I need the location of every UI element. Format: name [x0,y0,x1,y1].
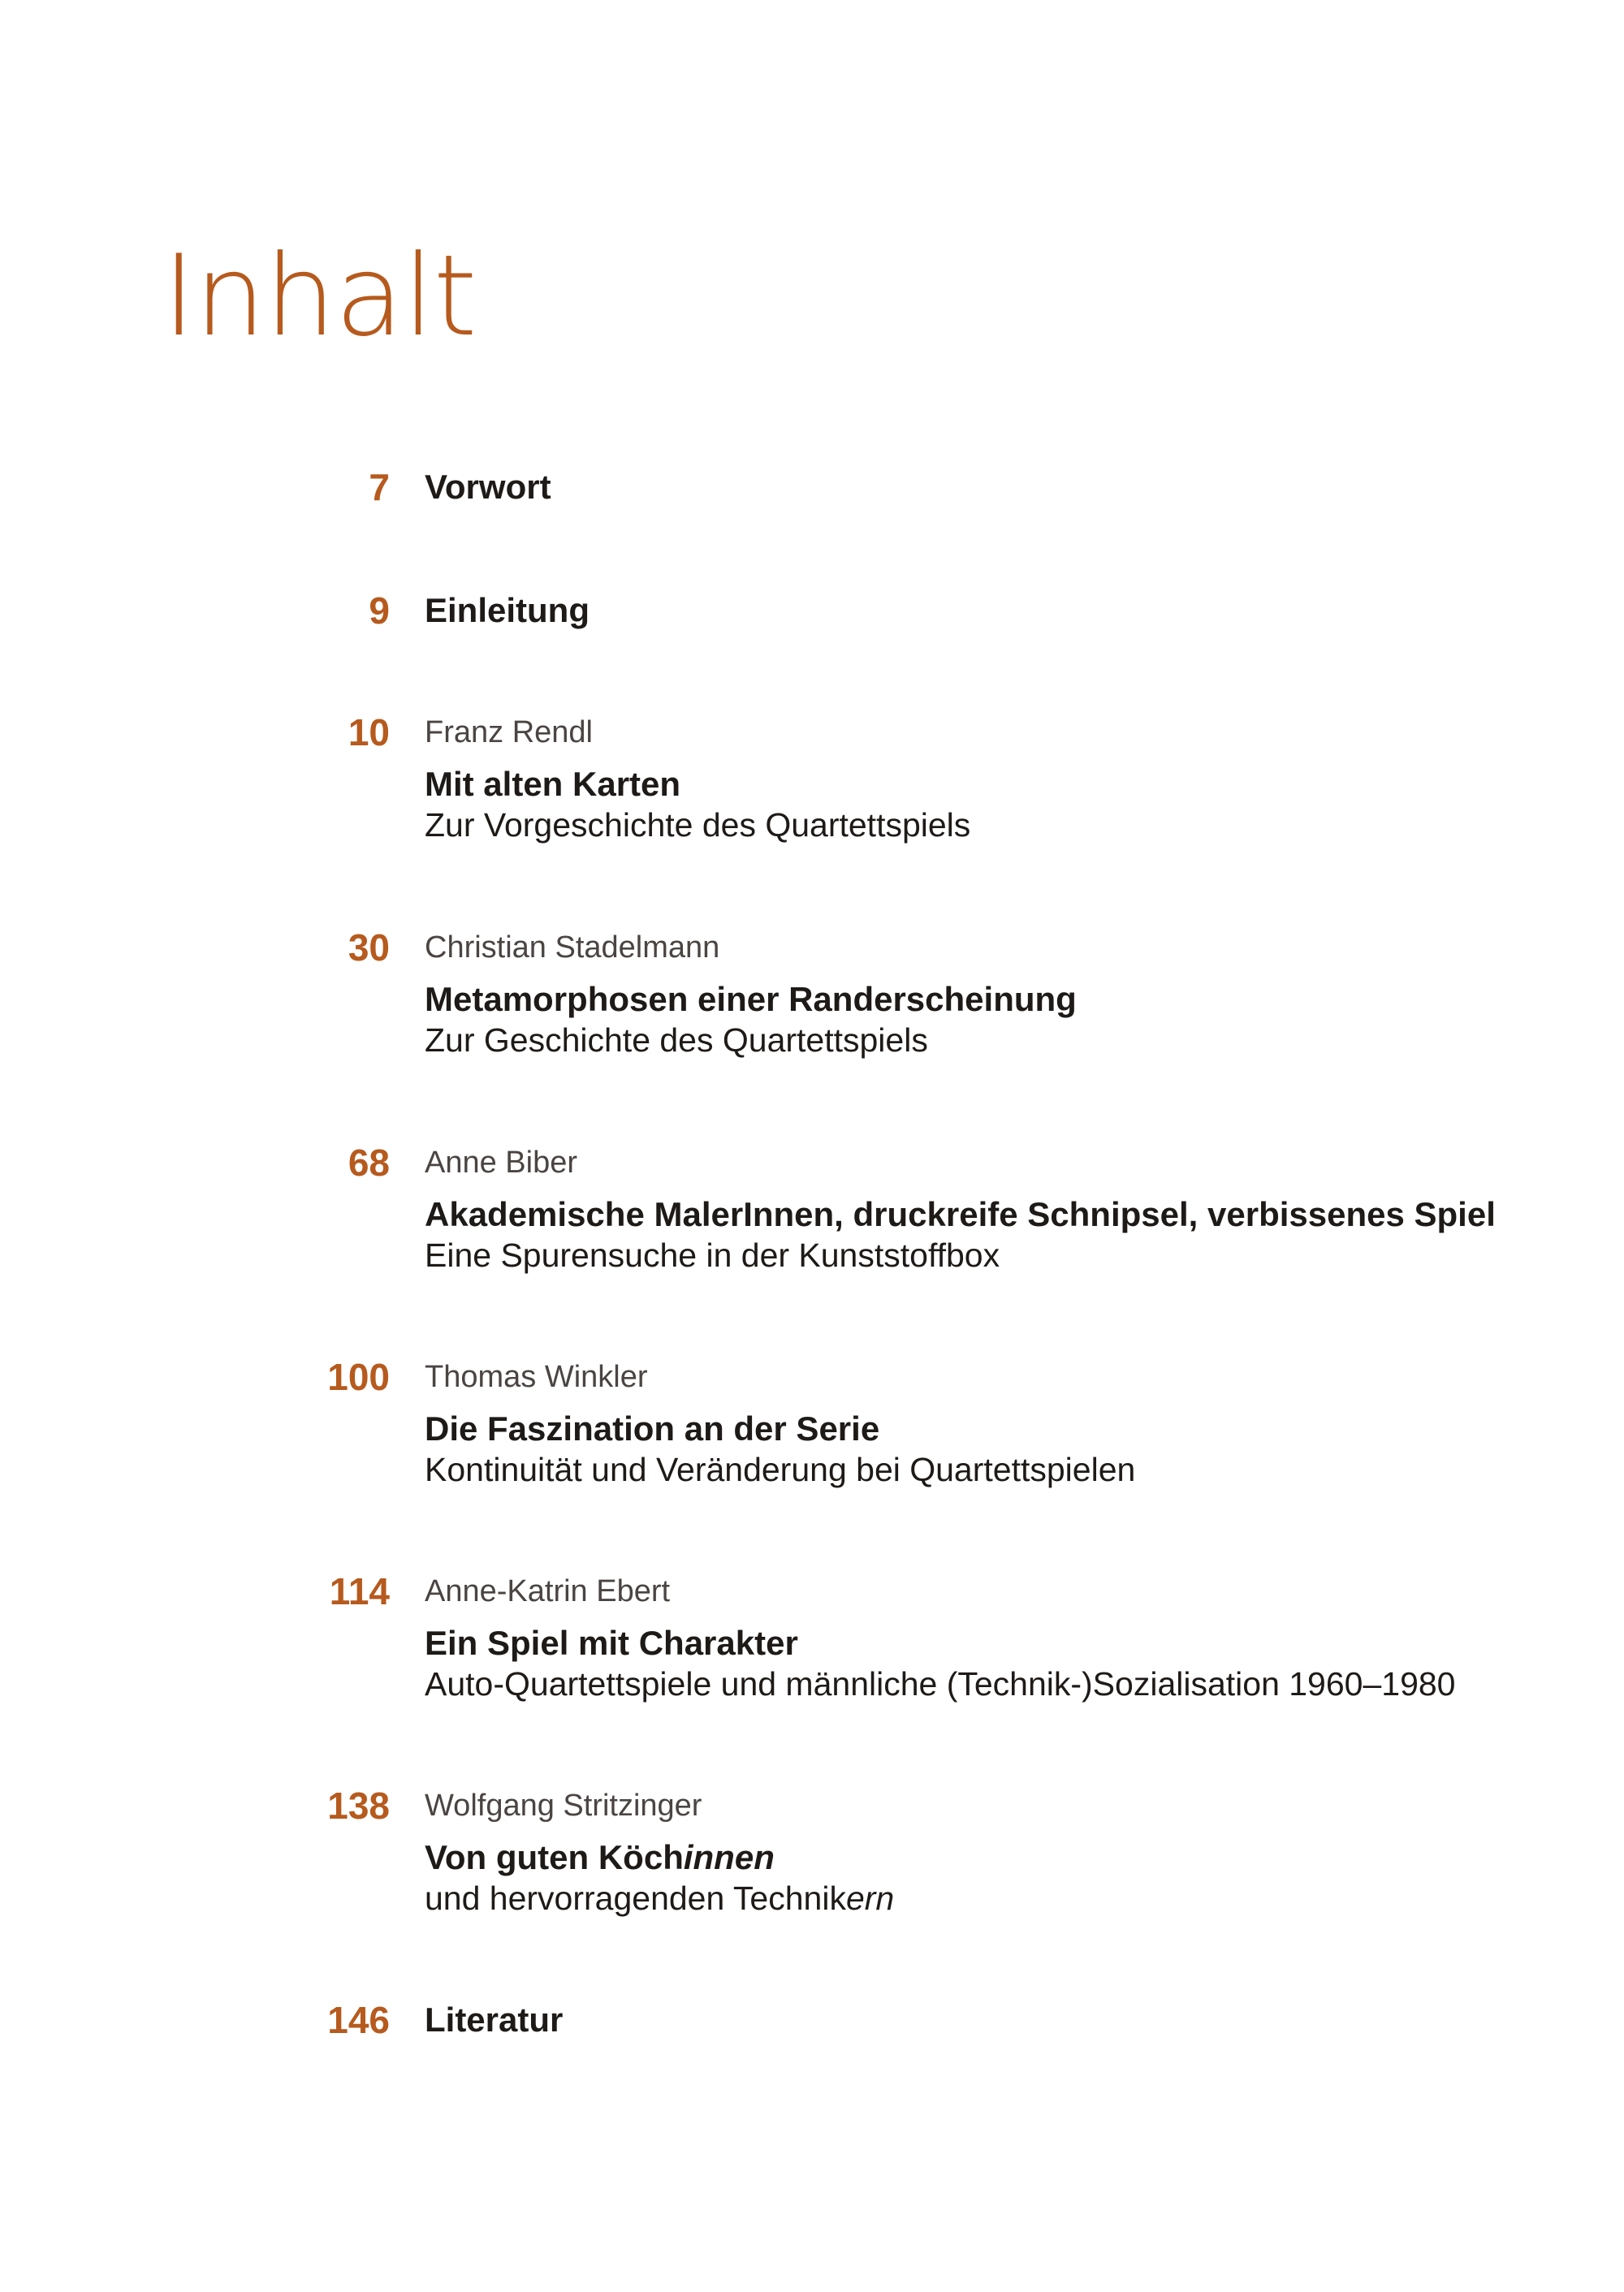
toc-subtitle-plain: und hervorragenden Technik [425,1880,846,1917]
toc-page-number: 100 [327,1356,390,1398]
toc-chapter-title: Die Faszination an der Serie [425,1409,880,1448]
toc-chapter-subtitle: Auto-Quartettspiele und männliche (Technik-)Sozialisation 1960–1980 [425,1665,1456,1703]
toc-author: Franz Rendl [425,715,593,749]
toc-chapter-title: Einleitung [425,591,590,629]
toc-author: Thomas Winkler [425,1360,648,1394]
toc-chapter-title: Vorwort [425,468,551,506]
toc-subtitle-italic: ern [845,1880,895,1917]
toc-page-number: 7 [369,466,390,508]
toc-chapter-title: Ein Spiel mit Charakter [425,1624,798,1662]
toc-chapter-subtitle: Kontinuität und Veränderung bei Quartettspielen [425,1451,1136,1488]
toc-chapter-subtitle [425,1878,1561,1919]
toc-chapter-title: Literatur [425,2001,564,2039]
toc-author: Christian Stadelmann [425,930,720,965]
toc-chapter-title: Metamorphosen einer Randerscheinung [425,980,1077,1018]
toc-page-number: 68 [348,1142,390,1184]
toc-page-number: 10 [348,711,390,753]
toc-author: Anne-Katrin Ebert [425,1574,671,1608]
toc-chapter-title: Mit alten Karten [425,765,681,803]
toc-title-plain: Von guten Köch [425,1838,684,1876]
toc-chapter-subtitle: Zur Vorgeschichte des Quartettspiels [425,806,971,844]
toc-page-number: 138 [327,1785,390,1827]
toc-title-italic: innen [683,1838,775,1876]
toc-page-number: 9 [369,589,390,632]
toc-chapter-subtitle: Eine Spurensuche in der Kunststoffbox [425,1237,1000,1274]
page-title: Inhalt [162,231,477,361]
toc-page-number: 146 [327,1999,390,2041]
toc-chapter-title: Akademische MalerInnen, druckreife Schnipsel, verbissenes Spiel [425,1195,1496,1233]
toc-chapter-title [425,1837,1561,1878]
toc-author: Wolfgang Stritzinger [425,1789,702,1823]
toc-page-number: 114 [329,1570,390,1612]
toc-chapter-subtitle: Zur Geschichte des Quartettspiels [425,1021,928,1059]
toc-author: Anne Biber [425,1146,578,1180]
toc-page-number: 30 [348,926,390,969]
